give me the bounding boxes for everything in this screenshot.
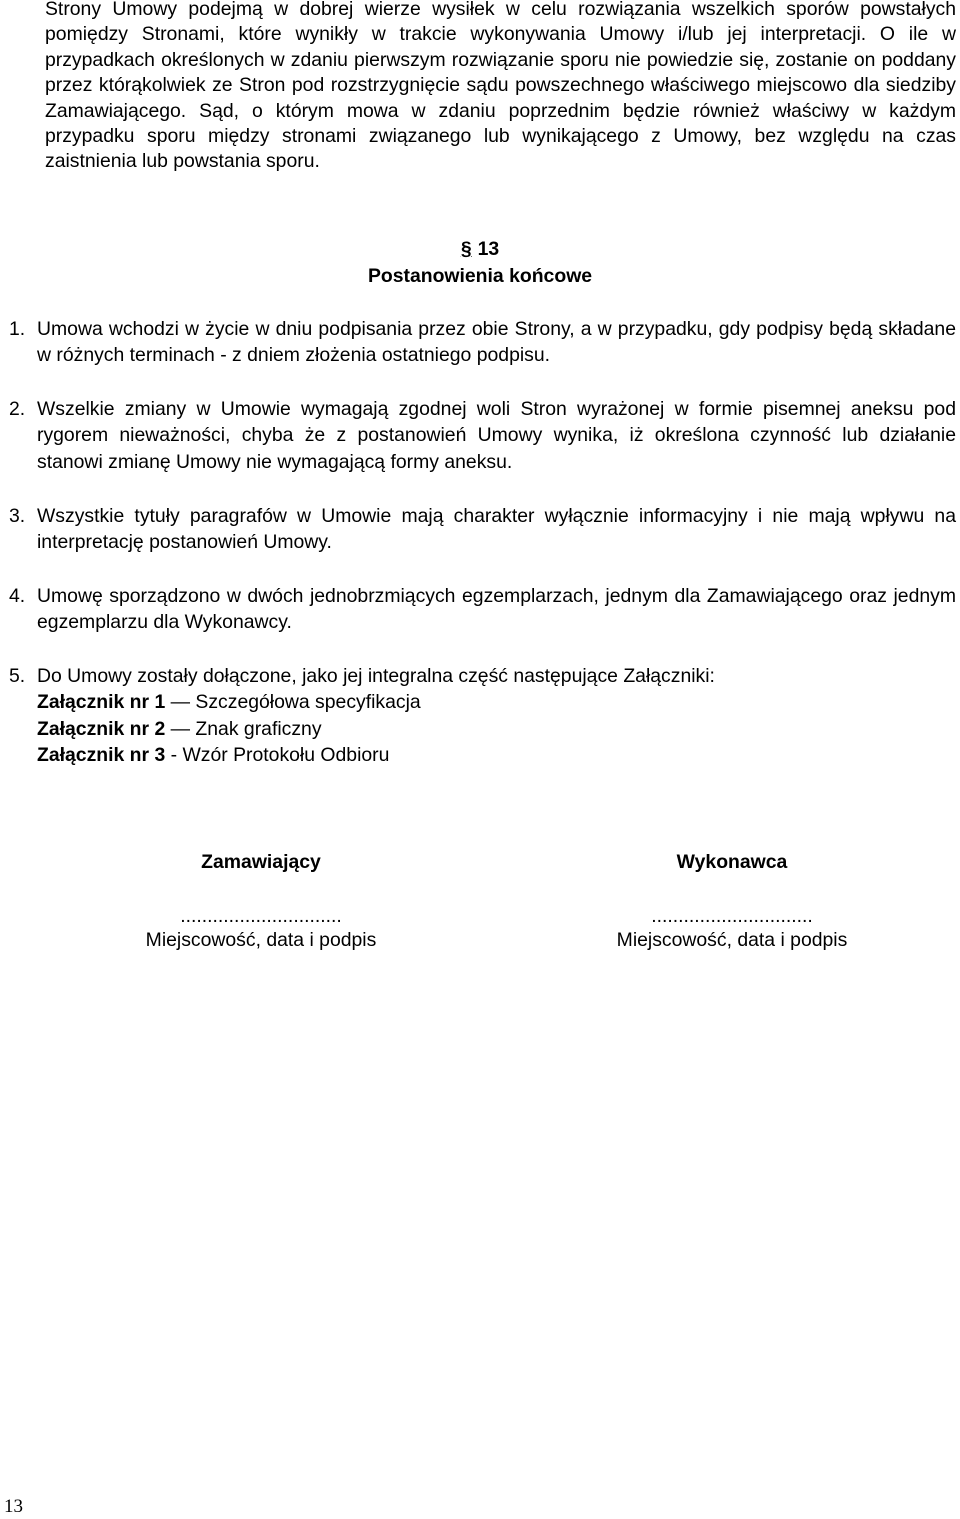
signature-dots: ..............................: [180, 905, 342, 927]
clause-1: [9, 316, 956, 369]
signature-caption: Miejscowość, data i podpis: [616, 929, 848, 951]
clause-4: [9, 583, 956, 636]
clause-text: Umowa wchodzi w życie w dniu podpisania przez obie Strony, a w przypadku, gdy podpisy będą składane w różnych terminach - z dniem złożenia ostatniego podpisu.: [37, 318, 956, 367]
clause-number: 5.: [9, 665, 26, 687]
attachment-separator: -: [165, 744, 183, 767]
attachment-item: [37, 742, 956, 768]
clause-3: [9, 503, 956, 556]
signature-caption: Miejscowość, data i podpis: [145, 929, 377, 951]
clause-number: 4.: [9, 585, 26, 607]
clause-text: [37, 663, 956, 769]
attachment-separator: —: [165, 691, 196, 714]
signature-dots: ..............................: [651, 905, 813, 927]
attachment-separator: —: [165, 717, 196, 740]
clause-text: Umowę sporządzono w dwóch jednobrzmiących egzemplarzach, jednym dla Zamawiającego oraz jednym egzemplarzu dla Wykonawcy.: [37, 585, 956, 634]
clause-5-intro: Do Umowy zostały dołączone, jako jej integralna część następujące Załączniki:: [37, 665, 715, 687]
section-number: 13: [477, 238, 500, 260]
intro-paragraph: Strony Umowy podejmą w dobrej wierze wysiłek w celu rozwiązania wszelkich sporów powstałych pomiędzy Stronami, które wynikły w trakcie wykonywania Umowy i/lub jej interpretacji. O ile w przypadkach określonych w zdaniu pierwszym rozwiązanie sporu nie powiedzie się, zostanie on poddany przez którąkolwiek ze Stron pod rozstrzygnięcie sądu powszechnego właściwego miejscowo dla siedziby Zamawiającego. Sąd, o którym mowa w zdaniu poprzednim będzie również właściwy w każdym przypadku sporu między stronami związanego lub wynikającego z Umowy, bez względu na czas zaistnienia lub powstania sporu.: [45, 0, 956, 173]
attachment-label: Załącznik nr 2: [37, 717, 166, 740]
attachment-label: Załącznik nr 3: [37, 744, 166, 767]
attachment-description: Wzór Protokołu Odbioru: [182, 744, 390, 767]
paragraph-sign: §: [460, 238, 472, 260]
attachment-item: [37, 716, 956, 742]
attachment-item: [37, 689, 956, 715]
clause-number: 1.: [9, 318, 26, 340]
attachment-description: Szczegółowa specyfikacja: [195, 691, 421, 714]
signature-block-left: [101, 849, 421, 953]
section-title: Postanowienia końcowe: [367, 265, 593, 287]
clause-text: Wszystkie tytuły paragrafów w Umowie mają charakter wyłącznie informacyjny i nie mają wpływu na interpretację postanowień Umowy.: [37, 505, 956, 554]
clause-2: [9, 396, 956, 476]
clause-number: 2.: [9, 398, 26, 420]
clause-number: 3.: [9, 505, 26, 527]
signature-title: Zamawiający: [201, 851, 321, 873]
clause-text: Wszelkie zmiany w Umowie wymagają zgodnej woli Stron wyrażonej w formie pisemnej aneksu pod rygorem nieważności, chyba że z postanowień Umowy wynika, iż określona czynność lub działanie stanowi zmianę Umowy nie wymagającą formy aneksu.: [37, 398, 956, 473]
attachment-label: Załącznik nr 1: [37, 691, 166, 714]
signature-title: Wykonawca: [676, 851, 788, 873]
clause-5: [9, 663, 956, 773]
section-number-heading: [0, 236, 960, 262]
signature-block-right: [572, 849, 892, 953]
attachment-description: Znak graficzny: [195, 717, 322, 740]
page-number: 13: [4, 1496, 23, 1517]
